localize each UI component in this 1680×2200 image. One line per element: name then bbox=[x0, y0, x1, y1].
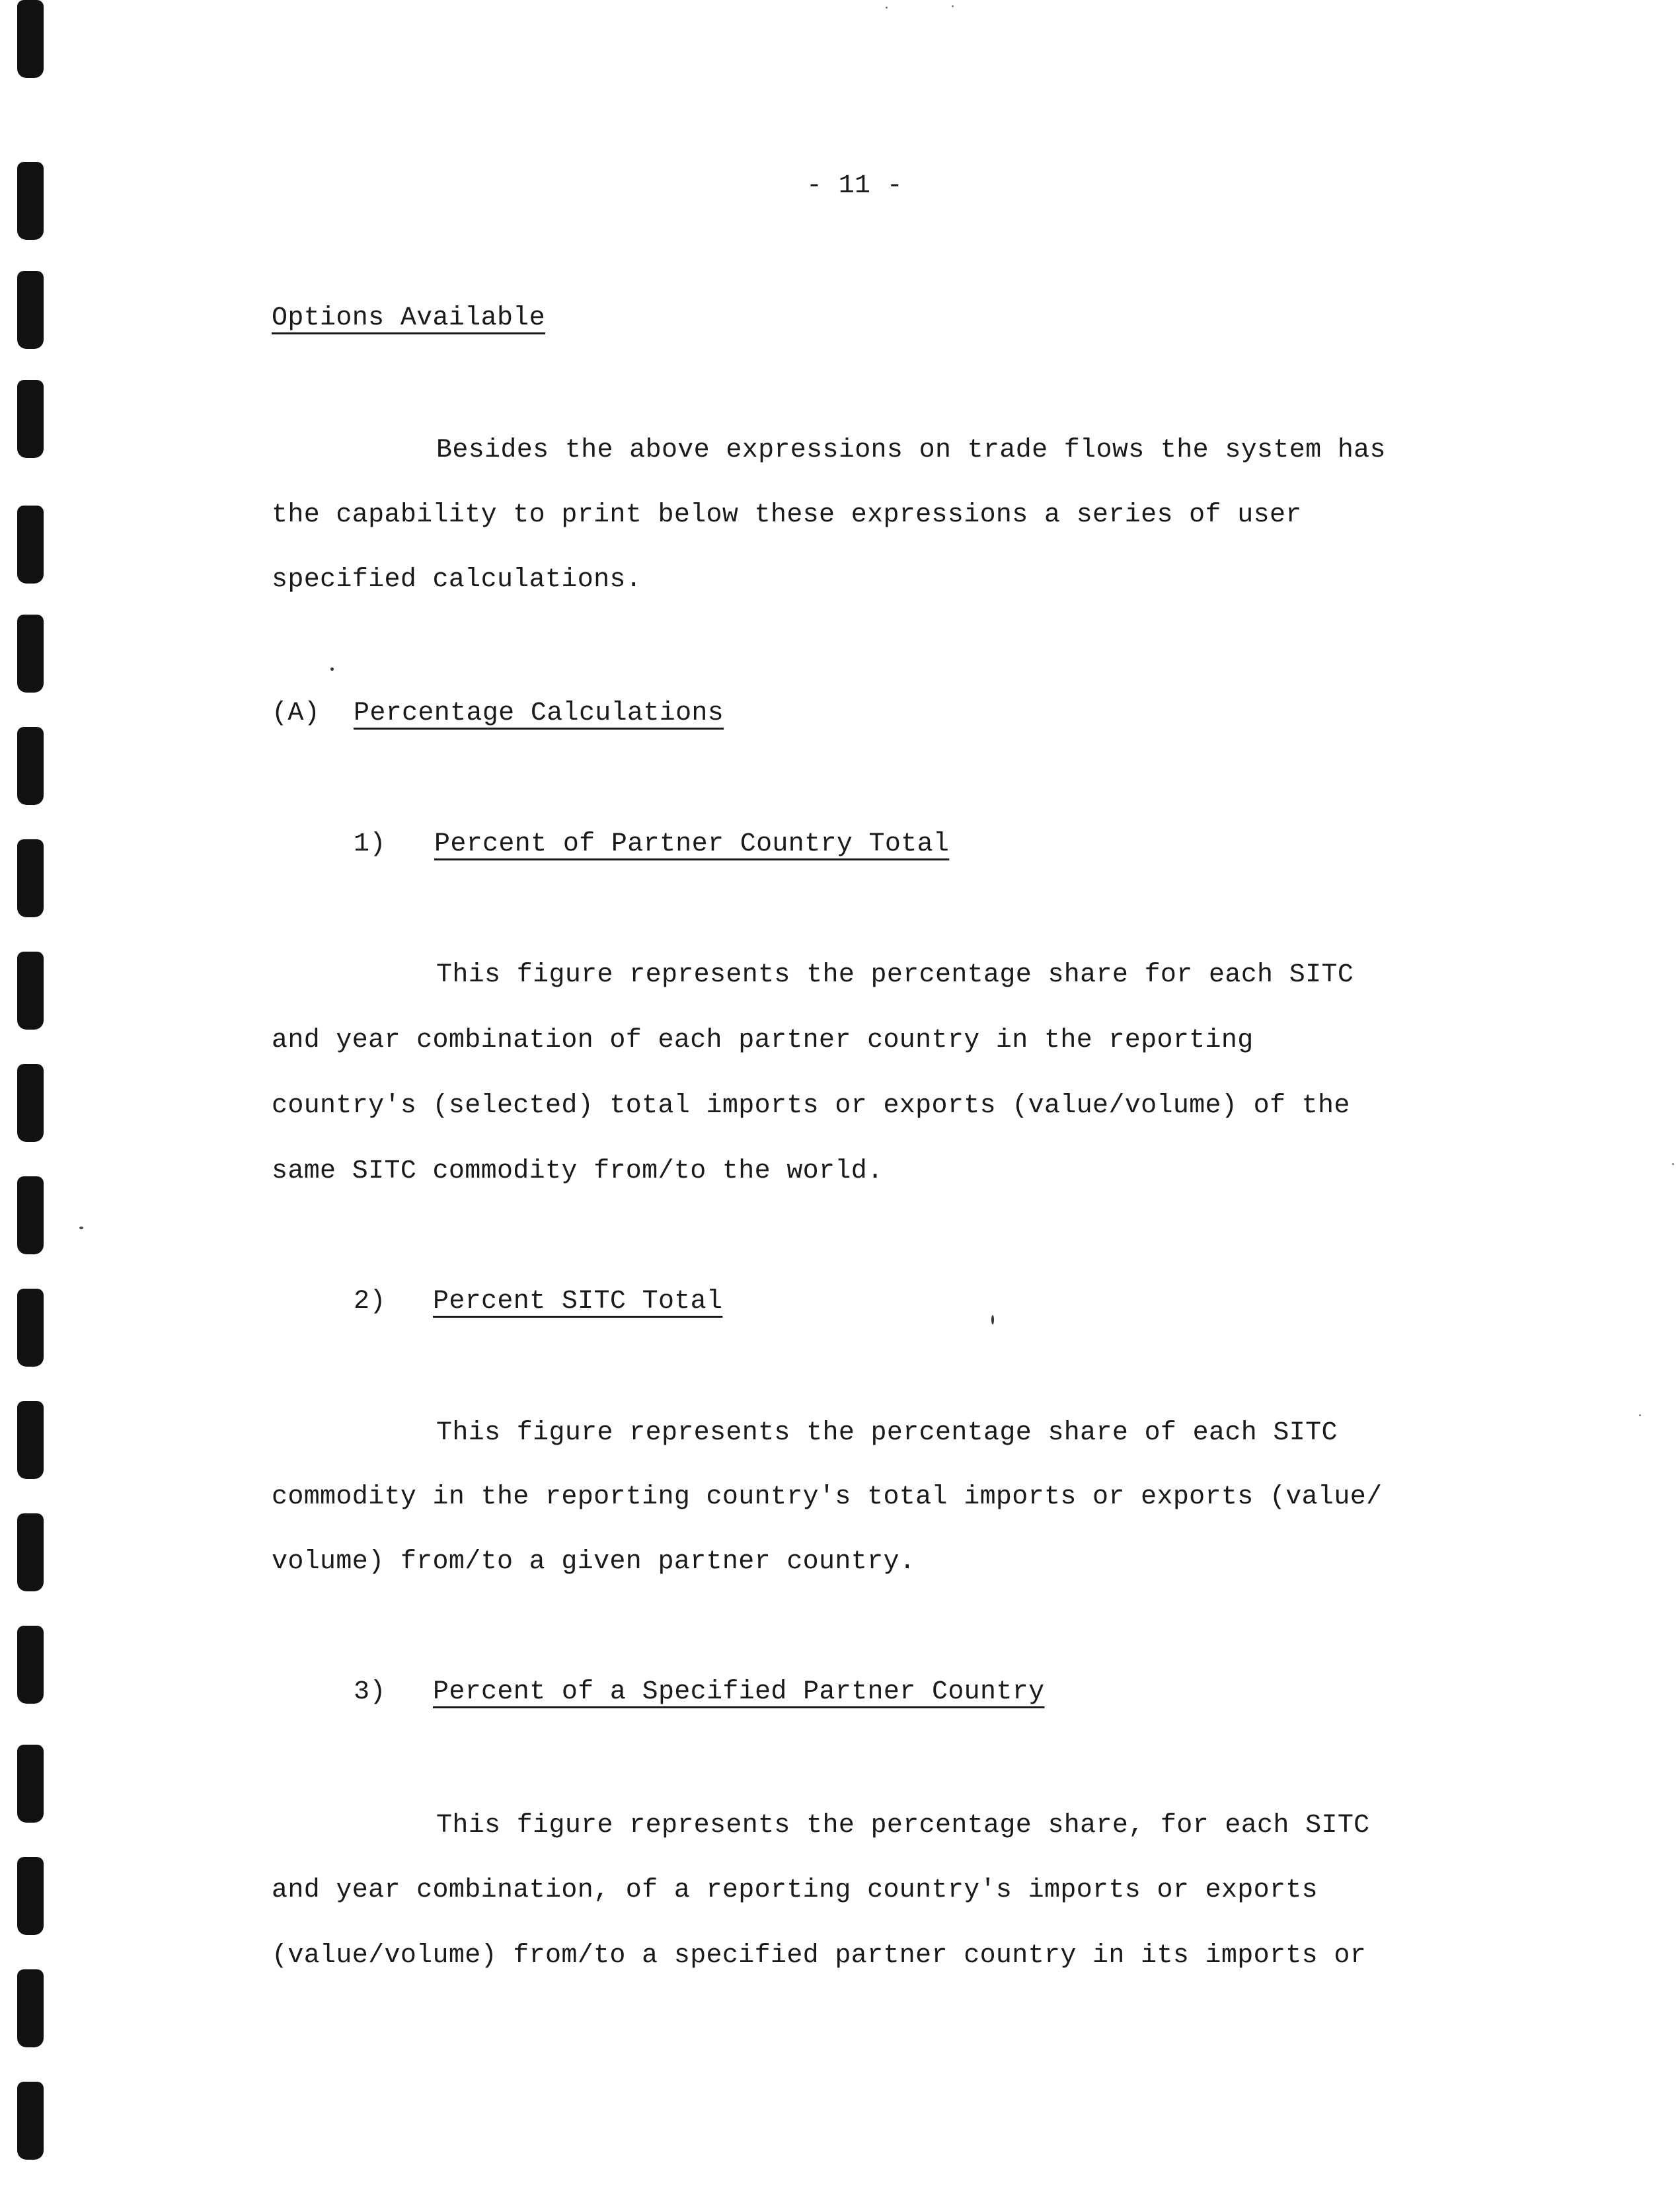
subsection-title: Percentage Calculations bbox=[354, 699, 724, 728]
binder-hole bbox=[17, 839, 44, 917]
item-line: (value/volume) from/to a specified partner country in its imports or bbox=[272, 1941, 1367, 1971]
binder-hole bbox=[17, 615, 44, 693]
scan-speck bbox=[952, 5, 954, 7]
section-title: Options Available bbox=[272, 303, 546, 333]
binder-hole bbox=[17, 2082, 44, 2160]
item-line: This figure represents the percentage share of each SITC bbox=[436, 1418, 1338, 1448]
scan-speck bbox=[1639, 1414, 1641, 1416]
item-line: commodity in the reporting country's total imports or exports (value/ bbox=[272, 1482, 1383, 1512]
binder-hole bbox=[17, 506, 44, 584]
intro-line: the capability to print below these expressions a series of user bbox=[272, 500, 1302, 530]
item-title: Percent SITC Total bbox=[433, 1287, 723, 1316]
binder-hole bbox=[17, 1513, 44, 1591]
item-number: 2) bbox=[354, 1287, 386, 1316]
binder-hole bbox=[17, 952, 44, 1030]
binder-hole bbox=[17, 162, 44, 240]
binder-hole bbox=[17, 1857, 44, 1935]
item-number: 1) bbox=[354, 829, 386, 859]
intro-line: Besides the above expressions on trade flows the system has bbox=[436, 436, 1386, 465]
item-line: volume) from/to a given partner country. bbox=[272, 1547, 916, 1577]
item-line: country's (selected) total imports or exports (value/volume) of the bbox=[272, 1091, 1350, 1121]
binder-hole bbox=[17, 1064, 44, 1142]
binder-hole bbox=[17, 1626, 44, 1704]
item-line: This figure represents the percentage share, for each SITC bbox=[436, 1811, 1370, 1840]
binder-holes-strip bbox=[0, 0, 59, 2200]
binder-hole bbox=[17, 1401, 44, 1479]
item-title: Percent of a Specified Partner Country bbox=[433, 1677, 1045, 1707]
item-number: 3) bbox=[354, 1677, 386, 1707]
scan-speck bbox=[1672, 1163, 1674, 1165]
binder-hole bbox=[17, 271, 44, 349]
binder-hole bbox=[17, 1176, 44, 1254]
scan-speck bbox=[79, 1227, 83, 1229]
scan-speck bbox=[991, 1315, 994, 1324]
scan-speck bbox=[330, 667, 334, 671]
item-line: and year combination, of a reporting country's imports or exports bbox=[272, 1876, 1318, 1905]
subsection-marker: (A) bbox=[272, 699, 321, 728]
binder-hole bbox=[17, 1969, 44, 2047]
item-line: and year combination of each partner country in the reporting bbox=[272, 1026, 1254, 1055]
binder-hole bbox=[17, 1745, 44, 1823]
binder-hole bbox=[17, 1289, 44, 1367]
binder-hole bbox=[17, 380, 44, 458]
binder-hole bbox=[17, 727, 44, 805]
binder-hole bbox=[17, 0, 44, 78]
item-line: This figure represents the percentage share for each SITC bbox=[436, 960, 1354, 990]
intro-line: specified calculations. bbox=[272, 565, 642, 595]
scan-speck bbox=[886, 7, 888, 9]
page-number: - 11 - bbox=[806, 171, 903, 201]
item-title: Percent of Partner Country Total bbox=[434, 829, 950, 859]
item-line: same SITC commodity from/to the world. bbox=[272, 1157, 884, 1186]
